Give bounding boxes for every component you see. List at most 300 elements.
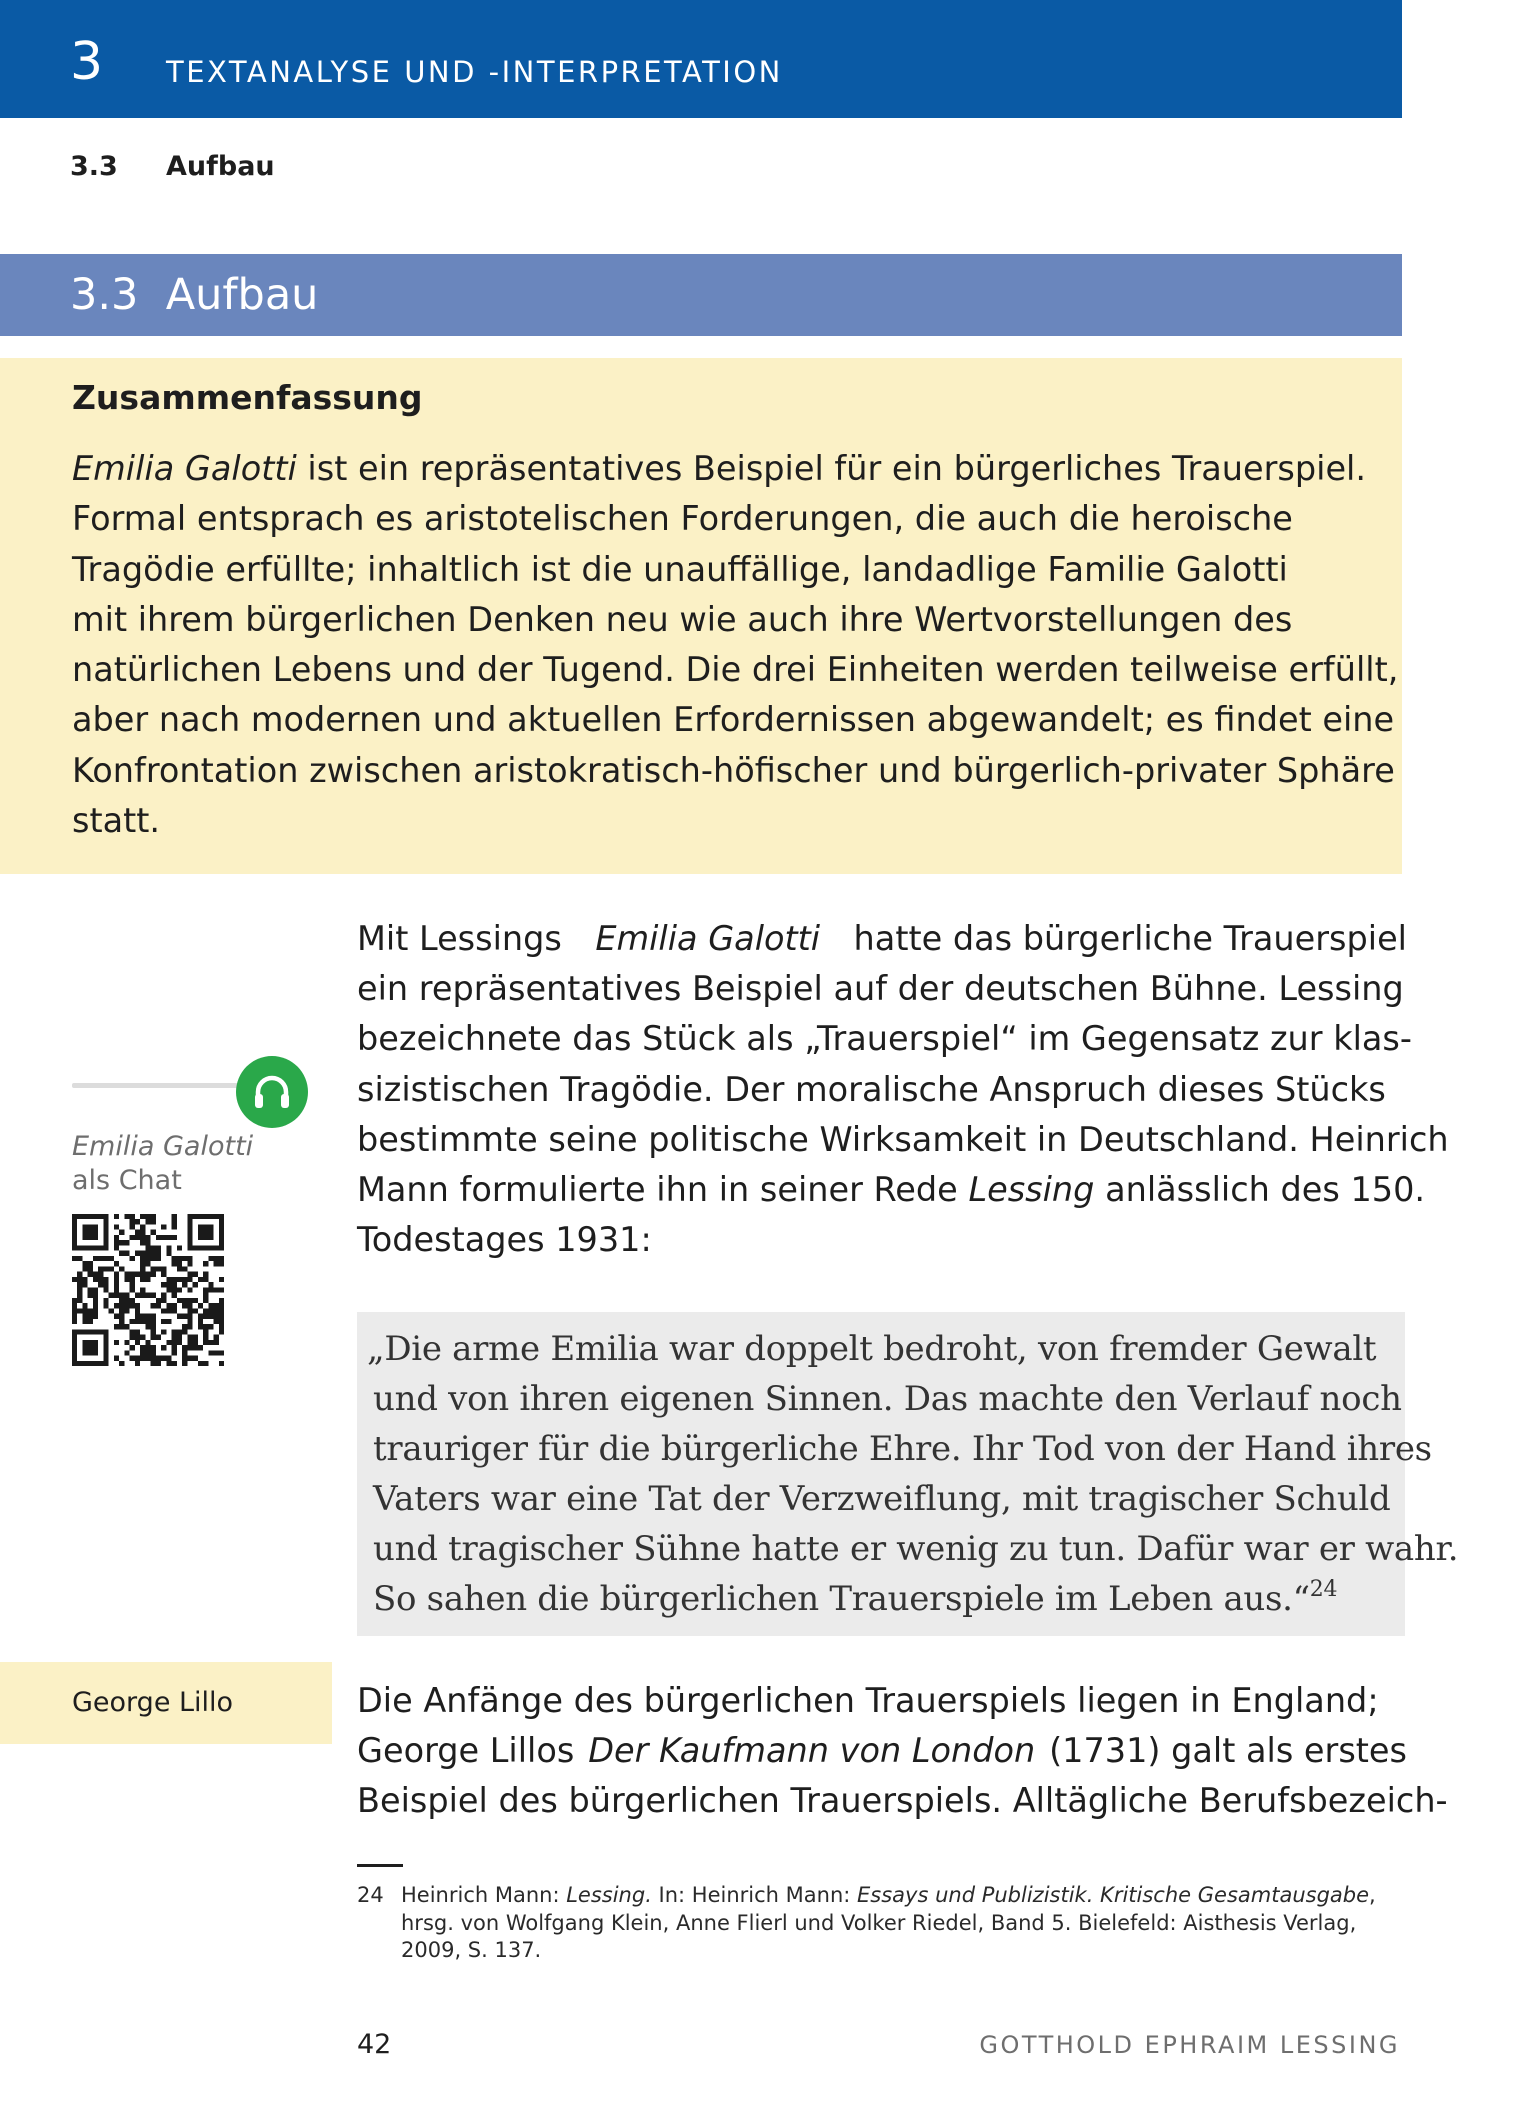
audio-progress-line bbox=[72, 1083, 244, 1088]
qr-module bbox=[208, 1214, 213, 1219]
qr-module bbox=[182, 1350, 187, 1355]
qr-module bbox=[135, 1319, 140, 1324]
qr-module bbox=[77, 1287, 82, 1292]
summary-line: natürlichen Lebens und der Tugend. Die drei Einheiten werden teilweise erfüllt, bbox=[72, 650, 1399, 690]
qr-module bbox=[88, 1266, 93, 1271]
qr-module bbox=[130, 1282, 135, 1287]
body-line: Todestages 1931: bbox=[357, 1220, 652, 1260]
qr-module bbox=[135, 1230, 140, 1235]
qr-module bbox=[77, 1245, 82, 1250]
qr-module bbox=[214, 1350, 219, 1355]
qr-module bbox=[88, 1230, 93, 1235]
qr-module bbox=[161, 1224, 166, 1229]
qr-module bbox=[166, 1235, 171, 1240]
qr-module bbox=[140, 1240, 145, 1245]
qr-module bbox=[140, 1214, 145, 1219]
qr-module bbox=[72, 1329, 77, 1334]
qr-module bbox=[88, 1224, 93, 1229]
qr-module bbox=[166, 1277, 171, 1282]
qr-module bbox=[182, 1361, 187, 1366]
qr-module bbox=[103, 1282, 108, 1287]
qr-module bbox=[161, 1329, 166, 1334]
work-title: Emilia Galotti bbox=[72, 449, 297, 488]
qr-module bbox=[135, 1340, 140, 1345]
qr-module bbox=[82, 1224, 87, 1229]
quote-text bbox=[367, 1324, 1459, 1624]
qr-module bbox=[82, 1245, 87, 1250]
qr-module bbox=[145, 1350, 150, 1355]
qr-module bbox=[88, 1261, 93, 1266]
qr-module bbox=[203, 1224, 208, 1229]
qr-module bbox=[187, 1277, 192, 1282]
margin-keyword-box bbox=[0, 1662, 332, 1744]
qr-module bbox=[187, 1335, 192, 1340]
qr-module bbox=[161, 1345, 166, 1350]
qr-module bbox=[161, 1272, 166, 1277]
qr-module bbox=[187, 1287, 192, 1292]
qr-module bbox=[88, 1314, 93, 1319]
qr-module bbox=[172, 1335, 177, 1340]
qr-module bbox=[93, 1329, 98, 1334]
qr-module bbox=[93, 1277, 98, 1282]
qr-module bbox=[156, 1298, 161, 1303]
work-title: Lessing bbox=[968, 1170, 1095, 1210]
qr-module bbox=[72, 1219, 77, 1224]
qr-module bbox=[161, 1356, 166, 1361]
qr-module bbox=[82, 1282, 87, 1287]
qr-module bbox=[187, 1214, 192, 1219]
qr-module bbox=[72, 1356, 77, 1361]
qr-module bbox=[203, 1335, 208, 1340]
qr-module bbox=[187, 1324, 192, 1329]
qr-module bbox=[124, 1308, 129, 1313]
chat-caption bbox=[72, 1130, 253, 1198]
qr-module bbox=[187, 1345, 192, 1350]
qr-module bbox=[161, 1293, 166, 1298]
qr-module bbox=[166, 1282, 171, 1287]
qr-module bbox=[135, 1251, 140, 1256]
qr-module bbox=[156, 1335, 161, 1340]
qr-module bbox=[145, 1235, 150, 1240]
qr-module bbox=[151, 1293, 156, 1298]
body-line: bezeichnete das Stück als „Trauerspiel“ im Gegensatz zur klas- bbox=[357, 1019, 1412, 1059]
qr-module bbox=[135, 1293, 140, 1298]
qr-module bbox=[119, 1240, 124, 1245]
section-banner bbox=[0, 254, 1402, 336]
qr-module bbox=[166, 1245, 171, 1250]
qr-module bbox=[140, 1230, 145, 1235]
qr-module bbox=[214, 1314, 219, 1319]
qr-module bbox=[166, 1356, 171, 1361]
qr-module bbox=[145, 1356, 150, 1361]
qr-module bbox=[203, 1340, 208, 1345]
qr-module bbox=[103, 1235, 108, 1240]
qr-module bbox=[103, 1266, 108, 1271]
qr-module bbox=[145, 1314, 150, 1319]
qr-module bbox=[114, 1314, 119, 1319]
qr-module bbox=[203, 1277, 208, 1282]
qr-module bbox=[193, 1245, 198, 1250]
qr-module bbox=[219, 1230, 224, 1235]
qr-module bbox=[187, 1240, 192, 1245]
qr-module bbox=[151, 1319, 156, 1324]
qr-module bbox=[208, 1230, 213, 1235]
qr-module bbox=[93, 1235, 98, 1240]
qr-module bbox=[98, 1282, 103, 1287]
qr-module bbox=[151, 1345, 156, 1350]
body-line: Mann formulierte ihn in seiner Rede Lessing anlässlich des 150. bbox=[357, 1170, 1426, 1210]
qr-module bbox=[182, 1303, 187, 1308]
qr-module bbox=[88, 1214, 93, 1219]
qr-module bbox=[214, 1319, 219, 1324]
qr-module bbox=[77, 1277, 82, 1282]
qr-module bbox=[72, 1214, 77, 1219]
qr-module bbox=[82, 1314, 87, 1319]
section-banner-title: 3.3 Aufbau bbox=[70, 270, 319, 320]
qr-module bbox=[161, 1282, 166, 1287]
footnote-number: 24 bbox=[357, 1883, 384, 1907]
qr-module bbox=[151, 1266, 156, 1271]
chapter-number: 3 bbox=[70, 32, 104, 92]
qr-module bbox=[198, 1345, 203, 1350]
qr-module bbox=[130, 1277, 135, 1282]
qr-module bbox=[166, 1319, 171, 1324]
qr-module bbox=[119, 1293, 124, 1298]
qr-module bbox=[177, 1329, 182, 1334]
qr-module bbox=[130, 1214, 135, 1219]
qr-module bbox=[203, 1293, 208, 1298]
chapter-header-bar bbox=[0, 0, 1402, 118]
qr-module bbox=[135, 1272, 140, 1277]
summary-text bbox=[72, 444, 1399, 846]
qr-module bbox=[130, 1235, 135, 1240]
qr-module bbox=[208, 1324, 213, 1329]
qr-module bbox=[88, 1308, 93, 1313]
qr-module bbox=[193, 1340, 198, 1345]
qr-module bbox=[177, 1277, 182, 1282]
qr-module bbox=[182, 1314, 187, 1319]
qr-module bbox=[130, 1319, 135, 1324]
qr-module bbox=[98, 1361, 103, 1366]
qr-module bbox=[114, 1245, 119, 1250]
qr-module bbox=[119, 1324, 124, 1329]
qr-module bbox=[114, 1277, 119, 1282]
qr-module bbox=[93, 1298, 98, 1303]
qr-module bbox=[93, 1345, 98, 1350]
qr-module bbox=[98, 1266, 103, 1271]
qr-module bbox=[151, 1230, 156, 1235]
qr-module bbox=[145, 1272, 150, 1277]
qr-module bbox=[187, 1356, 192, 1361]
qr-module bbox=[182, 1277, 187, 1282]
qr-module bbox=[88, 1340, 93, 1345]
qr-module bbox=[77, 1361, 82, 1366]
summary-box bbox=[0, 358, 1402, 874]
qr-module bbox=[198, 1245, 203, 1250]
qr-module bbox=[114, 1272, 119, 1277]
qr-module bbox=[187, 1230, 192, 1235]
qr-module bbox=[88, 1293, 93, 1298]
qr-module bbox=[203, 1361, 208, 1366]
qr-module bbox=[219, 1350, 224, 1355]
qr-module bbox=[151, 1245, 156, 1250]
qr-module bbox=[109, 1308, 114, 1313]
summary-title: Zusammenfassung bbox=[72, 378, 423, 417]
qr-module bbox=[161, 1308, 166, 1313]
qr-module bbox=[130, 1335, 135, 1340]
qr-module bbox=[119, 1251, 124, 1256]
qr-module bbox=[140, 1266, 145, 1271]
qr-module bbox=[72, 1303, 77, 1308]
qr-module bbox=[103, 1356, 108, 1361]
qr-module bbox=[72, 1345, 77, 1350]
qr-module bbox=[193, 1335, 198, 1340]
qr-module bbox=[219, 1308, 224, 1313]
qr-module bbox=[208, 1308, 213, 1313]
qr-module bbox=[177, 1266, 182, 1271]
qr-module bbox=[124, 1272, 129, 1277]
chat-caption-text: als Chat bbox=[72, 1165, 182, 1196]
headphones-glyph bbox=[250, 1070, 294, 1114]
qr-module bbox=[198, 1224, 203, 1229]
qr-module bbox=[109, 1293, 114, 1298]
qr-module bbox=[203, 1324, 208, 1329]
qr-module bbox=[72, 1235, 77, 1240]
qr-module bbox=[193, 1308, 198, 1313]
qr-module bbox=[114, 1356, 119, 1361]
qr-module bbox=[72, 1314, 77, 1319]
headphones-icon[interactable] bbox=[236, 1056, 308, 1128]
quote-line: trauriger für die bürgerliche Ehre. Ihr Tod von der Hand ihres bbox=[373, 1429, 1432, 1469]
qr-module bbox=[151, 1329, 156, 1334]
qr-module bbox=[151, 1303, 156, 1308]
qr-module bbox=[172, 1287, 177, 1292]
qr-module bbox=[208, 1340, 213, 1345]
qr-module bbox=[140, 1287, 145, 1292]
summary-line: Emilia Galotti ist ein repräsentatives Beispiel für ein bürgerliches Trauerspiel. bbox=[72, 449, 1367, 488]
qr-module bbox=[88, 1345, 93, 1350]
qr-module bbox=[130, 1219, 135, 1224]
qr-module bbox=[82, 1277, 87, 1282]
qr-module bbox=[219, 1245, 224, 1250]
qr-module bbox=[82, 1340, 87, 1345]
qr-module bbox=[172, 1214, 177, 1219]
summary-line: Tragödie erfüllte; inhaltlich ist die unauffällige, landadlige Familie Galotti bbox=[72, 549, 1288, 589]
qr-module bbox=[124, 1240, 129, 1245]
qr-module bbox=[187, 1272, 192, 1277]
qr-module bbox=[145, 1319, 150, 1324]
qr-module bbox=[182, 1266, 187, 1271]
qr-module bbox=[156, 1251, 161, 1256]
qr-module bbox=[93, 1340, 98, 1345]
qr-module bbox=[145, 1277, 150, 1282]
qr-module bbox=[219, 1361, 224, 1366]
qr-module bbox=[156, 1235, 161, 1240]
qr-module bbox=[156, 1256, 161, 1261]
qr-module bbox=[198, 1235, 203, 1240]
qr-module bbox=[72, 1230, 77, 1235]
qr-module bbox=[203, 1308, 208, 1313]
qr-module bbox=[82, 1303, 87, 1308]
qr-module bbox=[109, 1256, 114, 1261]
qr-module bbox=[93, 1214, 98, 1219]
qr-module bbox=[172, 1235, 177, 1240]
qr-module bbox=[214, 1340, 219, 1345]
qr-module bbox=[103, 1335, 108, 1340]
qr-module bbox=[130, 1256, 135, 1261]
qr-module bbox=[172, 1293, 177, 1298]
qr-module bbox=[203, 1235, 208, 1240]
qr-module bbox=[151, 1256, 156, 1261]
qr-module bbox=[177, 1335, 182, 1340]
qr-module bbox=[177, 1314, 182, 1319]
qr-module bbox=[130, 1356, 135, 1361]
qr-module bbox=[119, 1298, 124, 1303]
qr-module bbox=[103, 1350, 108, 1355]
qr-module bbox=[151, 1251, 156, 1256]
qr-code-icon[interactable] bbox=[72, 1214, 224, 1366]
qr-module bbox=[130, 1329, 135, 1334]
body-line: Die Anfänge des bürgerlichen Trauerspiels liegen in England; bbox=[357, 1681, 1379, 1720]
qr-module bbox=[114, 1214, 119, 1219]
qr-module bbox=[82, 1266, 87, 1271]
qr-module bbox=[88, 1245, 93, 1250]
qr-module bbox=[177, 1261, 182, 1266]
qr-module bbox=[114, 1287, 119, 1292]
qr-module bbox=[198, 1314, 203, 1319]
qr-module bbox=[88, 1287, 93, 1292]
qr-module bbox=[98, 1277, 103, 1282]
qr-module bbox=[151, 1335, 156, 1340]
qr-module bbox=[82, 1230, 87, 1235]
qr-module bbox=[193, 1282, 198, 1287]
qr-module bbox=[93, 1314, 98, 1319]
qr-module bbox=[145, 1245, 150, 1250]
qr-module bbox=[140, 1235, 145, 1240]
qr-module bbox=[98, 1245, 103, 1250]
qr-module bbox=[219, 1314, 224, 1319]
qr-module bbox=[151, 1324, 156, 1329]
qr-module bbox=[214, 1335, 219, 1340]
qr-module bbox=[103, 1361, 108, 1366]
qr-module bbox=[219, 1240, 224, 1245]
qr-module bbox=[187, 1235, 192, 1240]
qr-module bbox=[219, 1256, 224, 1261]
qr-module bbox=[219, 1214, 224, 1219]
work-title: Emilia Galotti bbox=[595, 919, 821, 958]
qr-module bbox=[177, 1298, 182, 1303]
qr-module bbox=[93, 1308, 98, 1313]
qr-module bbox=[219, 1287, 224, 1292]
qr-module bbox=[119, 1361, 124, 1366]
qr-module bbox=[103, 1224, 108, 1229]
qr-module bbox=[172, 1256, 177, 1261]
qr-module bbox=[172, 1277, 177, 1282]
qr-module bbox=[130, 1303, 135, 1308]
qr-module bbox=[88, 1329, 93, 1334]
qr-module bbox=[103, 1219, 108, 1224]
qr-module bbox=[151, 1272, 156, 1277]
qr-module bbox=[77, 1214, 82, 1219]
qr-module bbox=[208, 1282, 213, 1287]
qr-module bbox=[161, 1266, 166, 1271]
qr-module bbox=[219, 1303, 224, 1308]
qr-module bbox=[177, 1287, 182, 1292]
qr-module bbox=[145, 1293, 150, 1298]
qr-module bbox=[214, 1245, 219, 1250]
footnote-divider bbox=[357, 1864, 403, 1867]
qr-module bbox=[119, 1314, 124, 1319]
qr-module bbox=[198, 1361, 203, 1366]
qr-module bbox=[214, 1287, 219, 1292]
qr-module bbox=[82, 1350, 87, 1355]
qr-module bbox=[198, 1319, 203, 1324]
qr-module bbox=[193, 1214, 198, 1219]
qr-module bbox=[182, 1356, 187, 1361]
qr-module bbox=[77, 1329, 82, 1334]
qr-module bbox=[208, 1224, 213, 1229]
qr-module bbox=[166, 1251, 171, 1256]
qr-module bbox=[219, 1224, 224, 1229]
qr-module bbox=[135, 1235, 140, 1240]
qr-module bbox=[172, 1219, 177, 1224]
footnote-reference[interactable]: 24 bbox=[1309, 1577, 1338, 1602]
body-line: Mit Lessings Emilia Galotti hatte das bürgerliche Trauerspiel bbox=[357, 914, 1407, 964]
qr-module bbox=[114, 1293, 119, 1298]
qr-module bbox=[72, 1240, 77, 1245]
qr-module bbox=[151, 1361, 156, 1366]
qr-module bbox=[140, 1350, 145, 1355]
qr-module bbox=[151, 1219, 156, 1224]
qr-module bbox=[72, 1256, 77, 1261]
qr-module bbox=[98, 1272, 103, 1277]
qr-module bbox=[124, 1350, 129, 1355]
qr-module bbox=[203, 1287, 208, 1292]
qr-module bbox=[88, 1361, 93, 1366]
qr-module bbox=[130, 1272, 135, 1277]
qr-module bbox=[145, 1261, 150, 1266]
quote-line: „Die arme Emilia war doppelt bedroht, von fremder Gewalt bbox=[367, 1329, 1377, 1369]
qr-module bbox=[103, 1329, 108, 1334]
qr-module bbox=[172, 1308, 177, 1313]
running-head-number: 3.3 bbox=[70, 151, 118, 182]
qr-module bbox=[219, 1277, 224, 1282]
body-line: sizistischen Tragödie. Der moralische Anspruch dieses Stücks bbox=[357, 1069, 1386, 1109]
qr-module bbox=[182, 1256, 187, 1261]
qr-module bbox=[145, 1324, 150, 1329]
qr-module bbox=[193, 1345, 198, 1350]
qr-module bbox=[82, 1361, 87, 1366]
margin-keyword: George Lillo bbox=[72, 1687, 234, 1718]
qr-module bbox=[119, 1319, 124, 1324]
qr-module bbox=[103, 1277, 108, 1282]
qr-module bbox=[82, 1235, 87, 1240]
qr-module bbox=[214, 1261, 219, 1266]
qr-module bbox=[72, 1277, 77, 1282]
body-line: Beispiel des bürgerlichen Trauerspiels. Alltägliche Berufsbezeich- bbox=[357, 1781, 1448, 1821]
qr-module bbox=[187, 1224, 192, 1229]
qr-module bbox=[187, 1308, 192, 1313]
qr-module bbox=[135, 1308, 140, 1313]
qr-module bbox=[172, 1303, 177, 1308]
qr-module bbox=[77, 1272, 82, 1277]
qr-module bbox=[135, 1219, 140, 1224]
qr-module bbox=[193, 1298, 198, 1303]
qr-module bbox=[82, 1261, 87, 1266]
qr-module bbox=[187, 1219, 192, 1224]
qr-module bbox=[124, 1251, 129, 1256]
qr-module bbox=[151, 1314, 156, 1319]
